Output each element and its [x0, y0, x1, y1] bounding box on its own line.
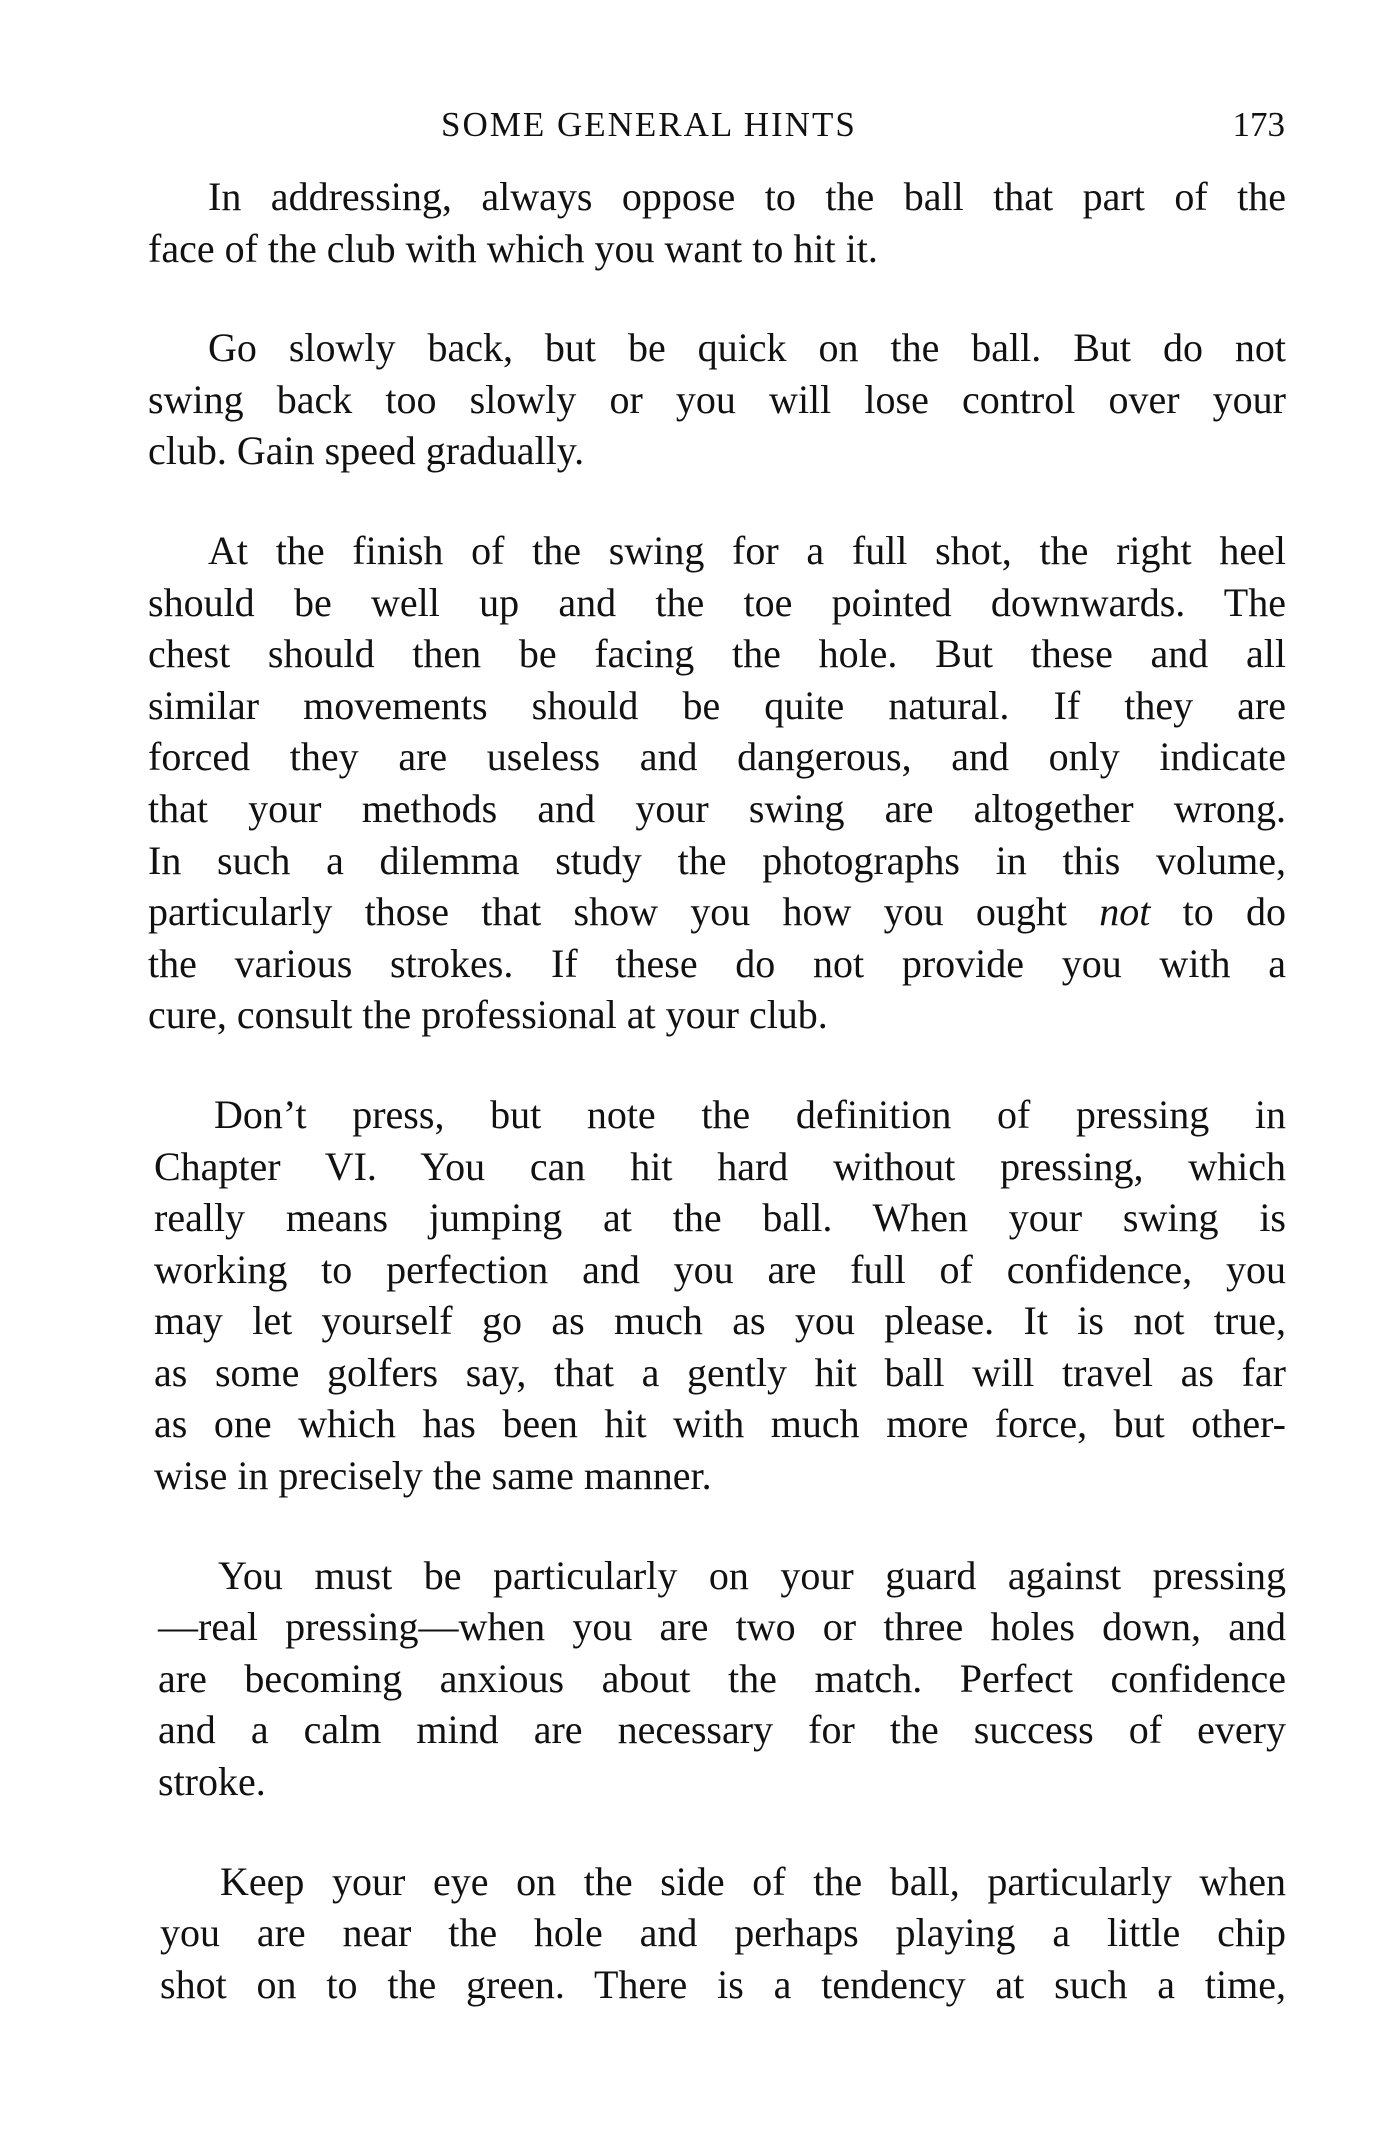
text-line: really means jumping at the ball. When your swing is	[154, 1195, 1286, 1241]
paragraph	[148, 1856, 1286, 2011]
text-line: Keep your eye on the side of the ball, particularly when	[220, 1858, 1286, 1904]
text-line: that your methods and your swing are altogether wrong.	[148, 785, 1286, 831]
text-line: face of the club with which you want to hit it.	[148, 225, 878, 271]
text-line: forced they are useless and dangerous, and only indicate	[148, 734, 1286, 780]
text-segment: to do	[1150, 889, 1286, 935]
text-line: swing back too slowly or you will lose control over your	[148, 376, 1286, 422]
text-line: shot on to the green. There is a tendency at such a time,	[160, 1961, 1286, 2007]
text-line: chest should then be facing the hole. But these and all	[148, 631, 1286, 677]
text-line: may let yourself go as much as you please. It is not true,	[154, 1298, 1286, 1344]
paragraph	[148, 1550, 1286, 1808]
text-segment: particularly those that show you how you ought	[148, 889, 1100, 935]
paragraph	[148, 525, 1286, 1041]
text-line: Chapter VI. You can hit hard without pressing, which	[154, 1143, 1286, 1189]
text-line: At the finish of the swing for a full shot, the right heel	[208, 527, 1286, 573]
text-line: you are near the hole and perhaps playing a little chip	[160, 1910, 1286, 1956]
text-line: working to perfection and you are full of confidence, you	[154, 1246, 1286, 1292]
text-line: You must be particularly on your guard against pressing	[218, 1552, 1286, 1598]
page-number: 173	[1232, 105, 1285, 144]
text-line: cure, consult the professional at your club.	[148, 992, 828, 1038]
text-line: —real pressing—when you are two or three holes down, and	[158, 1604, 1286, 1650]
paragraph	[148, 322, 1286, 477]
text-line: are becoming anxious about the match. Perfect confidence	[158, 1655, 1286, 1701]
text-line: In such a dilemma study the photographs in this volume,	[148, 837, 1286, 883]
text-line: wise in precisely the same manner.	[154, 1453, 712, 1499]
italic-emphasis: not	[1099, 889, 1151, 935]
running-title: SOME GENERAL HINTS	[441, 105, 857, 144]
text-line: as one which has been hit with much more force, but other-	[154, 1401, 1286, 1447]
paragraph	[148, 1089, 1286, 1502]
running-header	[150, 100, 1285, 150]
text-line: as some golfers say, that a gently hit ball will travel as far	[154, 1349, 1286, 1395]
text-line: In addressing, always oppose to the ball that part of the	[208, 174, 1286, 219]
text-line: should be well up and the toe pointed downwards. The	[148, 579, 1286, 625]
text-line: and a calm mind are necessary for the success of every	[158, 1707, 1286, 1753]
text-line: Go slowly back, but be quick on the ball. But do not	[208, 325, 1286, 371]
text-line: similar movements should be quite natural. If they are	[148, 682, 1286, 728]
paragraph	[148, 171, 1286, 274]
text-line: Don’t press, but note the definition of pressing in	[214, 1091, 1286, 1137]
text-line: stroke.	[158, 1759, 266, 1805]
body-text	[148, 171, 1286, 2058]
text-line	[148, 886, 1286, 938]
text-line: club. Gain speed gradually.	[148, 428, 585, 474]
text-line: the various strokes. If these do not provide you with a	[148, 940, 1286, 986]
